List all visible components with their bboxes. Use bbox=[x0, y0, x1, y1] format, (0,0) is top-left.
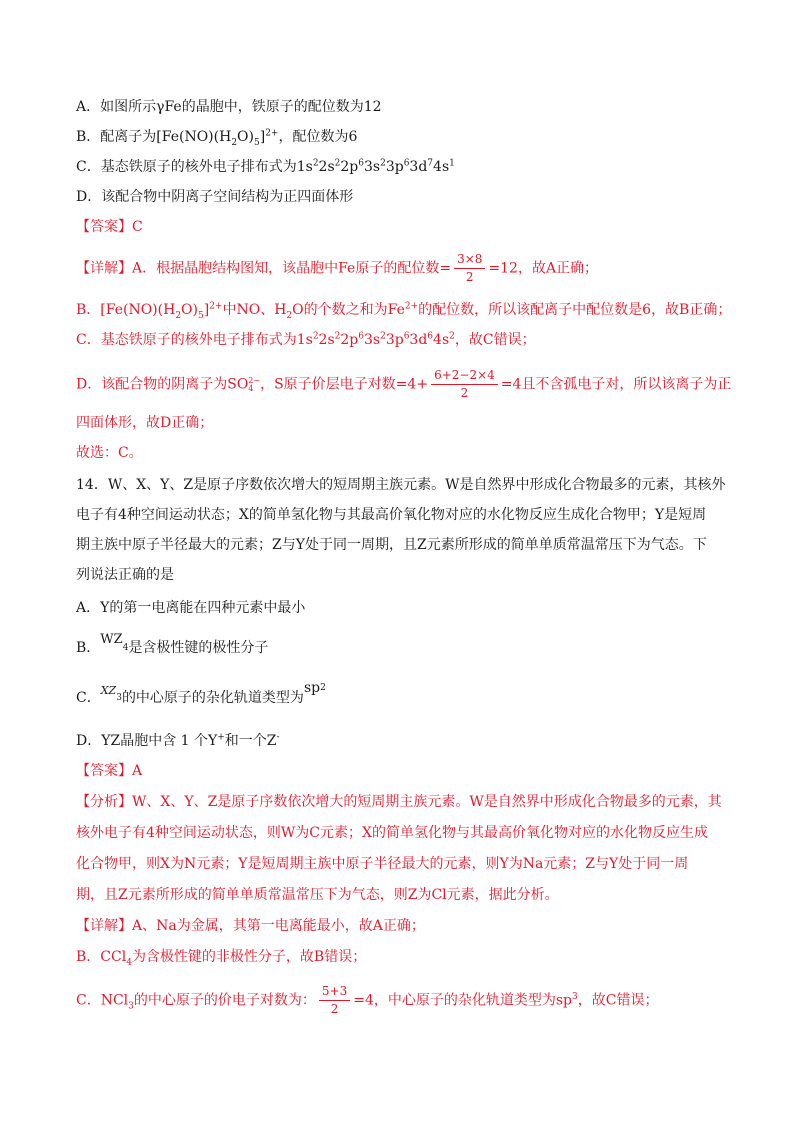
q14-detail-c: C．NCl$_3$的中心原子的价电子对数为： $\frac{5+3}{2}$ =4，中心原子的杂化轨道类型为$sp^3$，故C错误； bbox=[76, 984, 659, 1016]
q14-analysis-2: 核外电子有4种空间运动状态，则W为C元素；X的简单氢化物与其最高价氧化物对应的水化物反应生成 bbox=[76, 825, 708, 841]
q14-analysis-3: 化合物甲，则X为N元素；Y是短周期主族中原子半径最大的元素，则Y为Na元素；Z与Y处于同一周 bbox=[76, 856, 689, 872]
q14-detail-b: B．CCl$_4$为含极性键的非极性分子，故B错误； bbox=[76, 949, 367, 968]
q13-detail-d: D．该配合物的阴离子为SO 2− 4 ，S原子价层电子对数=4+ $\frac{6+2-2\times 4}{2}$ =4且不含孤电子对，所以该离子为正 bbox=[76, 368, 732, 400]
q14-stem-3: 期主族中原子半径最大的元素；Z与Y处于同一周期，且Z元素所形成的简单单质常温常压下为气态。下 bbox=[76, 537, 707, 553]
q13-detail-a: 【详解】A．根据晶胞结构图知，该晶胞中Fe原子的配位数= $\frac{3\times 8}{2}$ =12，故A正确； bbox=[76, 252, 599, 284]
q14-option-d: D．YZ晶胞中含 1 个Y+和一个Z- bbox=[76, 732, 280, 749]
q14-option-a: A．Y的第一电离能在四种元素中最小 bbox=[76, 600, 306, 616]
q13-detail-c: C．基态铁原子的核外电子排布式为$1s^22s^22p^63s^23p^63d^64s^2$，故C错误； bbox=[76, 331, 536, 348]
q13-option-a: A．如图所示γFe的晶胞中，铁原子的配位数为12 bbox=[76, 99, 382, 115]
q14-stem-2: 电子有4种空间运动状态；X的简单氢化物与其最高价氧化物对应的水化物反应生成化合物甲；Y是短周 bbox=[76, 507, 707, 523]
q13-detail-b: B．$[Fe(NO)(H_2O)_5]^{2+}$中NO、$H_2O$的个数之和为$Fe^{2+}$的配位数，所以该配离子中配位数是6，故B正确； bbox=[76, 301, 732, 321]
q13-choice: 故选：C。 bbox=[76, 445, 143, 461]
q13-detail-d-cont: 四面体形，故D正确； bbox=[76, 415, 214, 431]
q14-stem-4: 列说法正确的是 bbox=[76, 567, 174, 583]
q14-analysis-4: 期，且Z元素所形成的简单单质常温常压下为气态，则Z为Cl元素，据此分析。 bbox=[76, 887, 559, 903]
q13-option-b: B．配离子为$[Fe(NO)(H_2O)_5]^{2+}$，配位数为6 bbox=[76, 128, 358, 148]
q14-detail-a: 【详解】A、Na为金属，其第一电离能最小，故A正确； bbox=[76, 918, 425, 934]
fraction: $\frac{3\times 8}{2}$ bbox=[454, 252, 485, 285]
q14-stem-1: 14．W、X、Y、Z是原子序数依次增大的短周期主族元素。W是自然界中形成化合物最多的元素，其核外 bbox=[76, 477, 726, 493]
q13-option-c: C．基态铁原子的核外电子排布式为$1s^22s^22p^63s^23p^63d^74s^1$ bbox=[76, 158, 455, 175]
q14-analysis-1: 【分析】W、X、Y、Z是原子序数依次增大的短周期主族元素。W是自然界中形成化合物最多的元素，其 bbox=[76, 794, 722, 810]
q14-answer: 【答案】A bbox=[76, 763, 143, 779]
fraction: $\frac{5+3}{2}$ bbox=[319, 984, 350, 1017]
fraction: $\frac{6+2-2\times 4}{2}$ bbox=[431, 368, 498, 401]
q13-answer: 【答案】C bbox=[76, 219, 143, 235]
q14-option-b: B．$WZ_4$是含极性键的极性分子 bbox=[76, 632, 269, 656]
q14-option-c: C．$^{XZ}_3$的中心原子的杂化轨道类型为$sp^2$ bbox=[76, 680, 326, 706]
q13-option-d: D．该配合物中阴离子空间结构为正四面体形 bbox=[76, 189, 354, 205]
